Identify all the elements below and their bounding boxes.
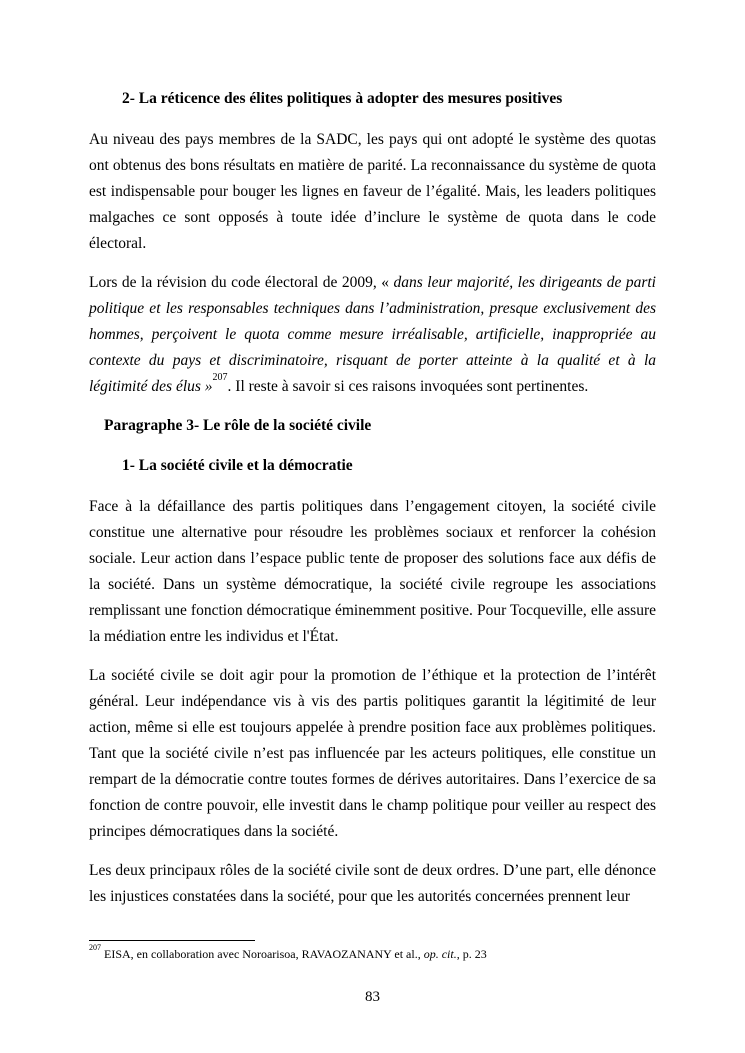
footnote-area <box>89 940 656 962</box>
page-content <box>89 86 656 923</box>
footnote-separator-rule <box>89 940 255 941</box>
section-heading: 2- La réticence des élites politiques à adopter des mesures positives <box>122 90 563 107</box>
footnote-page-ref: , p. 23 <box>456 947 487 961</box>
footnote-marker: 207 <box>89 942 101 952</box>
paragraph-promotion-ethique: La société civile se doit agir pour la promotion de l’éthique et la protection de l’intérêt général. Leur indépendance vis à vis des partis politiques garantit la légitimité de leur action, même si elle est toujours appelée à prendre position face aux problèmes politiques. Tant que la société civile n’est pas influencée par les acteurs politiques, elle constitue un rempart de la démocratie contre toutes formes de dérives autoritaires. Dans l’exercice de sa fonction de contre pouvoir, elle investit dans le champ politique pour veiller au respect des principes démocratiques dans la société. <box>89 667 656 840</box>
footnote-op-cit: op. cit. <box>423 947 457 961</box>
quote-intro: Lors de la révision du code électoral de 2009, « <box>89 274 394 291</box>
paragraph-code-electoral-quote <box>89 270 656 400</box>
paragraphe-3-heading: Paragraphe 3- Le rôle de la société civile <box>104 417 372 434</box>
quote-italic-text: dans leur majorité, les dirigeants de parti politique et les responsables techniques dans l’administration, presque exclusivement des hommes, perçoivent le quota comme mesure irréalisable, artificielle, inappropriée au contexte du pays et discriminatoire, risquant de porter atteinte à la qualité et à la légitimité des élus » <box>89 274 656 395</box>
quote-outro: . Il reste à savoir si ces raisons invoquées sont pertinentes. <box>227 378 589 395</box>
sub-heading-societe-civile: 1- La société civile et la démocratie <box>122 457 353 474</box>
footnote-207 <box>89 942 656 962</box>
footnote-reference-207: 207 <box>212 372 228 384</box>
paragraph-deux-roles: Les deux principaux rôles de la société civile sont de deux ordres. D’une part, elle dénonce les injustices constatées dans la société, pour que les autorités concernées prennent leur <box>89 862 656 905</box>
footnote-citation: EISA, en collaboration avec Noroarisoa, RAVAOZANANY et al., <box>101 947 424 961</box>
page-number: 83 <box>365 989 380 1005</box>
paragraph-defaillance-partis: Face à la défaillance des partis politiques dans l’engagement citoyen, la société civile constitue une alternative pour résoudre les problèmes sociaux et renforcer la cohésion sociale. Leur action dans l’espace public tente de proposer des solutions face aux défis de la société. Dans un système démocratique, la société civile regroupe les associations remplissant une fonction démocratique éminemment positive. Pour Tocqueville, elle assure la médiation entre les individus et l'État. <box>89 498 656 645</box>
paragraph-sadc-quotas: Au niveau des pays membres de la SADC, les pays qui ont adopté le système des quotas ont obtenus des bons résultats en matière de parité. La reconnaissance du système de quota est indispensable pour bouger les lignes en faveur de l’égalité. Mais, les leaders politiques malgaches ce sont opposés à toute idée d’inclure le système de quota dans le code électoral. <box>89 131 656 252</box>
